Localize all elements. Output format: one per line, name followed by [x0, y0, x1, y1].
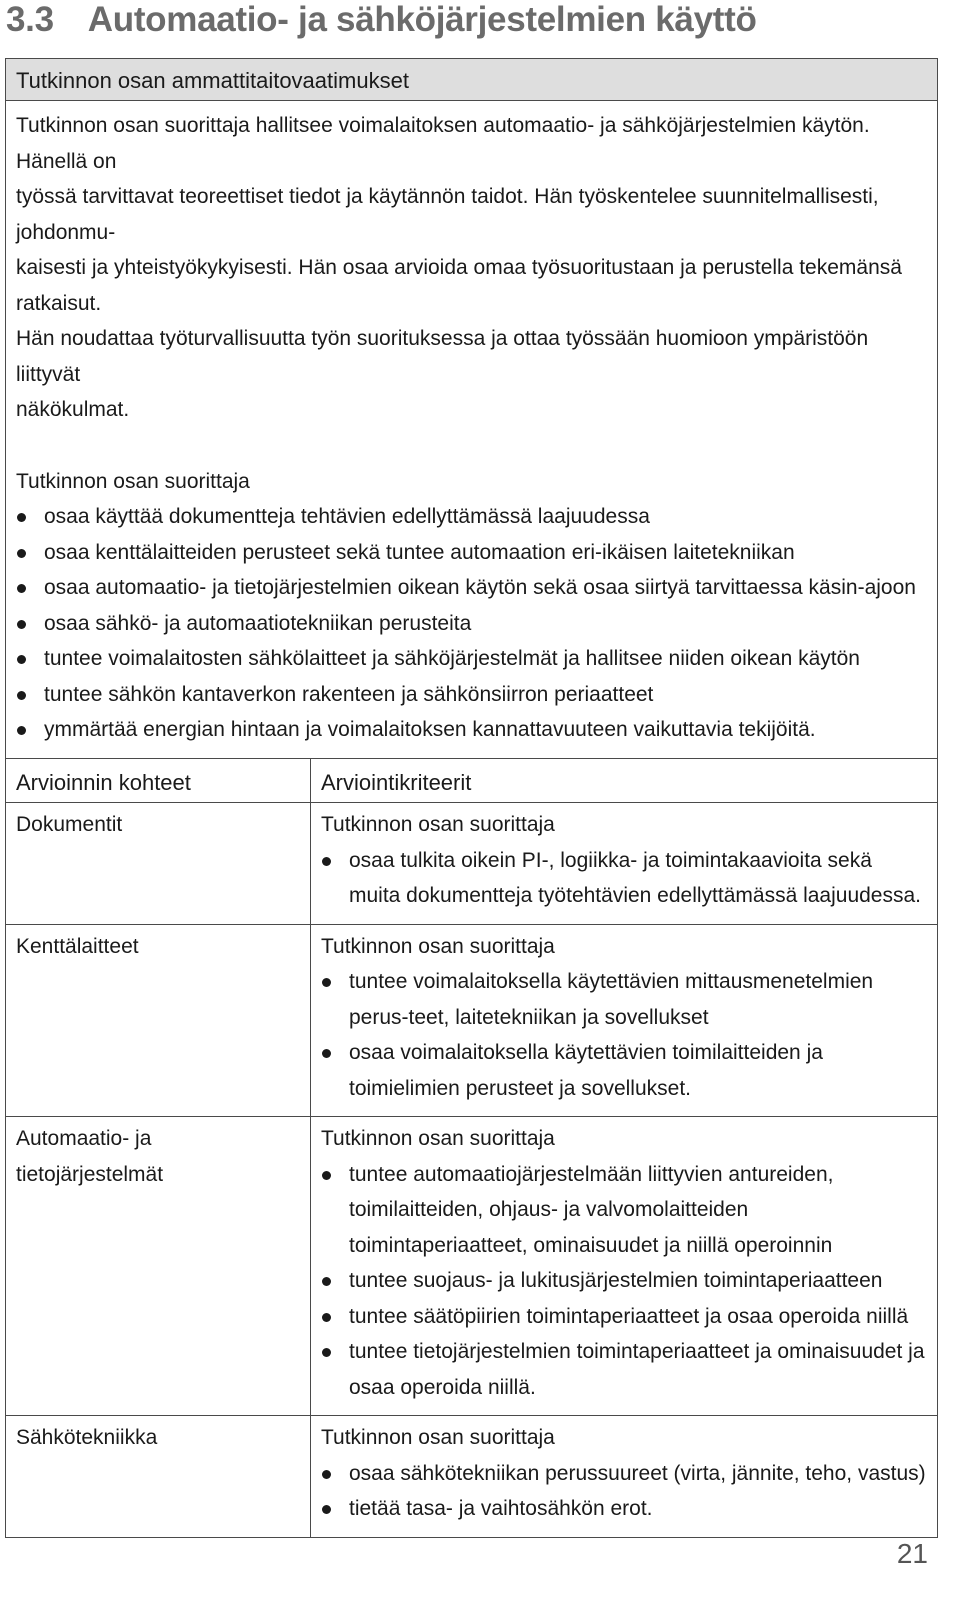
list-item: osaa tulkita oikein PI-, logiikka- ja toimintakaavioita sekä muita dokumentteja työtehtävien edellyttämässä laajuudessa. — [321, 843, 929, 914]
page-number: 21 — [896, 1538, 928, 1569]
criteria-lead: Tutkinnon osan suorittaja — [321, 1426, 555, 1449]
requirements-lead: Tutkinnon osan suorittaja — [16, 469, 250, 493]
intro-line: Tutkinnon osan suorittaja hallitsee voimalaitoksen automaatio- ja sähköjärjestelmien käytön. Hänellä on — [16, 114, 870, 173]
assessment-criteria — [311, 803, 938, 925]
assessment-criteria — [311, 1416, 938, 1537]
criteria-lead: Tutkinnon osan suorittaja — [321, 934, 555, 958]
list-item: osaa käyttää dokumentteja tehtävien edellyttämässä laajuudessa — [16, 499, 927, 535]
criteria-lead: Tutkinnon osan suorittaja — [321, 1127, 555, 1150]
assessment-criteria — [311, 1117, 938, 1416]
criteria-list — [321, 1157, 929, 1406]
list-item: tuntee säätöpiirien toimintaperiaatteet ja osaa operoida niillä — [321, 1299, 929, 1335]
assessment-criteria — [311, 924, 938, 1117]
list-item: tuntee tietojärjestelmien toimintaperiaatteet ja ominaisuudet ja osaa operoida niillä. — [321, 1334, 929, 1405]
assessment-table — [6, 758, 937, 1537]
assessment-target: Dokumentit — [6, 803, 311, 925]
criteria-list — [321, 843, 929, 914]
requirements-header: Tutkinnon osan ammattitaitovaatimukset — [6, 59, 937, 101]
criteria-lead: Tutkinnon osan suorittaja — [321, 813, 555, 836]
table-header-row — [6, 758, 937, 803]
intro-line: kaisesti ja yhteistyökykyisesti. Hän osaa arvioida omaa työsuoritustaan ja perustella tekemänsä ratkaisut. — [16, 256, 902, 315]
section-title — [6, 0, 757, 40]
list-item: tuntee suojaus- ja lukitusjärjestelmien toimintaperiaatteen — [321, 1263, 929, 1299]
list-item: tuntee sähkön kantaverkon rakenteen ja sähkönsiirron periaatteet — [16, 677, 927, 713]
requirements-list — [16, 499, 927, 748]
list-item: tuntee automaatiojärjestelmään liittyvien antureiden, toimilaitteiden, ohjaus- ja valvomolaitteiden toimintaperiaatteet, ominaisuudet ja niillä operoinnin — [321, 1157, 929, 1264]
list-item: osaa sähkötekniikan perussuureet (virta, jännite, teho, vastus) — [321, 1456, 929, 1492]
table-row — [6, 924, 937, 1117]
content-frame — [5, 58, 938, 1538]
list-item: osaa automaatio- ja tietojärjestelmien oikean käytön sekä osaa siirtyä tarvittaessa käsin-ajoon — [16, 570, 927, 606]
intro-line: näkökulmat. — [16, 398, 130, 421]
table-row — [6, 803, 937, 925]
section-title-text: Automaatio- ja sähköjärjestelmien käyttö — [87, 0, 757, 39]
list-item: ymmärtää energian hintaan ja voimalaitoksen kannattavuuteen vaikuttavia tekijöitä. — [16, 712, 927, 748]
section-number: 3.3 — [6, 0, 54, 39]
list-item: osaa kenttälaitteiden perusteet sekä tuntee automaation eri-ikäisen laitetekniikan — [16, 535, 927, 571]
column-header-criteria: Arviointikriteerit — [311, 758, 938, 803]
criteria-list — [321, 964, 929, 1106]
table-row — [6, 1416, 937, 1537]
list-item: tietää tasa- ja vaihtosähkön erot. — [321, 1491, 929, 1527]
requirements-body — [6, 101, 937, 758]
column-header-targets: Arvioinnin kohteet — [6, 758, 311, 803]
list-item: tuntee voimalaitosten sähkölaitteet ja sähköjärjestelmät ja hallitsee niiden oikean käytön — [16, 641, 927, 677]
table-row — [6, 1117, 937, 1416]
list-item: osaa sähkö- ja automaatiotekniikan perusteita — [16, 606, 927, 642]
list-item: osaa voimalaitoksella käytettävien toimilaitteiden ja toimielimien perusteet ja sovellukset. — [321, 1035, 929, 1106]
assessment-target: Automaatio- ja tietojärjestelmät — [6, 1117, 311, 1416]
intro-line: työssä tarvittavat teoreettiset tiedot ja käytännön taidot. Hän työskentelee suunnitelmallisesti, johdonmu- — [16, 185, 879, 244]
intro-line: Hän noudattaa työturvallisuutta työn suorituksessa ja ottaa työssään huomioon ympäristöön liittyvät — [16, 327, 869, 386]
assessment-target: Sähkötekniikka — [6, 1416, 311, 1537]
assessment-target: Kenttälaitteet — [6, 924, 311, 1117]
criteria-list — [321, 1456, 929, 1527]
list-item: tuntee voimalaitoksella käytettävien mittausmenetelmien perus-teet, laitetekniikan ja sovellukset — [321, 964, 929, 1035]
